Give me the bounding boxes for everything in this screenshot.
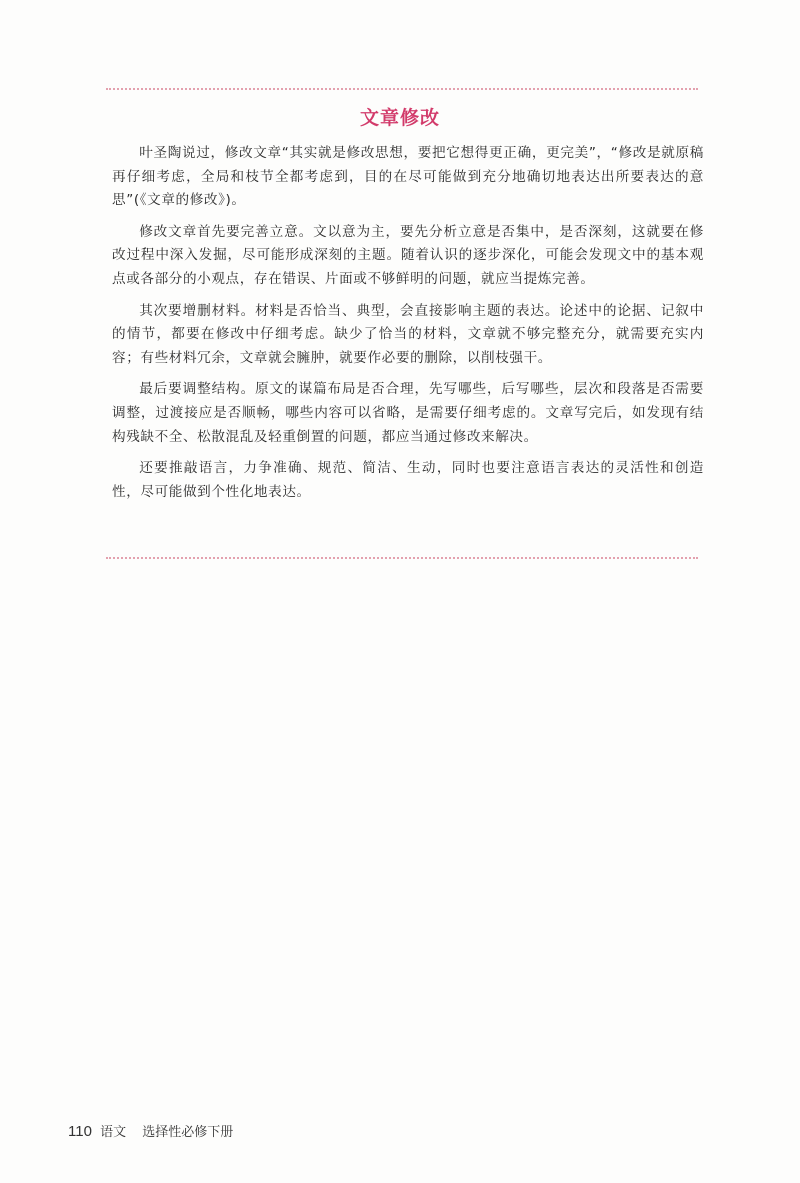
paragraph: 最后要调整结构。原文的谋篇布局是否合理，先写哪些，后写哪些，层次和段落是否需要调整，过渡接应是否顺畅，哪些内容可以省略，是需要仔细考虑的。文章写完后，如发现有结构残缺不全、松散混乱及轻重倒置的问题，都应当通过修改来解决。	[112, 381, 704, 445]
paragraph: 其次要增删材料。材料是否恰当、典型，会直接影响主题的表达。论述中的论据、记叙中的情节，都要在修改中仔细考虑。缺少了恰当的材料，文章就不够完整充分，就需要充实内容；有些材料冗余，文章就会臃肿，就要作必要的删除，以削枝强干。	[112, 302, 704, 366]
paragraph: 还要推敲语言，力争准确、规范、简洁、生动，同时也要注意语言表达的灵活性和创造性，尽可能做到个性化地表达。	[112, 460, 704, 500]
body-text	[112, 142, 704, 512]
book-label: 选择性必修下册	[142, 1125, 234, 1140]
page-footer	[68, 1121, 233, 1140]
top-dotted-rule	[106, 88, 698, 90]
page-number: 110	[68, 1123, 92, 1140]
paragraph: 修改文章首先要完善立意。文以意为主，要先分析立意是否集中，是否深刻，这就要在修改过程中深入发掘，尽可能形成深刻的主题。随着认识的逐步深化，可能会发现文中的基本观点或各部分的小观点，存在错误、片面或不够鲜明的问题，就应当提炼完善。	[112, 223, 704, 287]
bottom-dotted-rule	[106, 557, 698, 559]
section-title: 文章修改	[359, 107, 440, 129]
paragraph: 叶圣陶说过，修改文章“其实就是修改思想，要把它想得更正确，更完美”，“修改是就原稿再仔细考虑，全局和枝节全都考虑到，目的在尽可能做到充分地确切地表达出所要表达的意思”(《文章的修改》)。	[112, 145, 704, 209]
subject-label: 语文	[100, 1125, 127, 1140]
